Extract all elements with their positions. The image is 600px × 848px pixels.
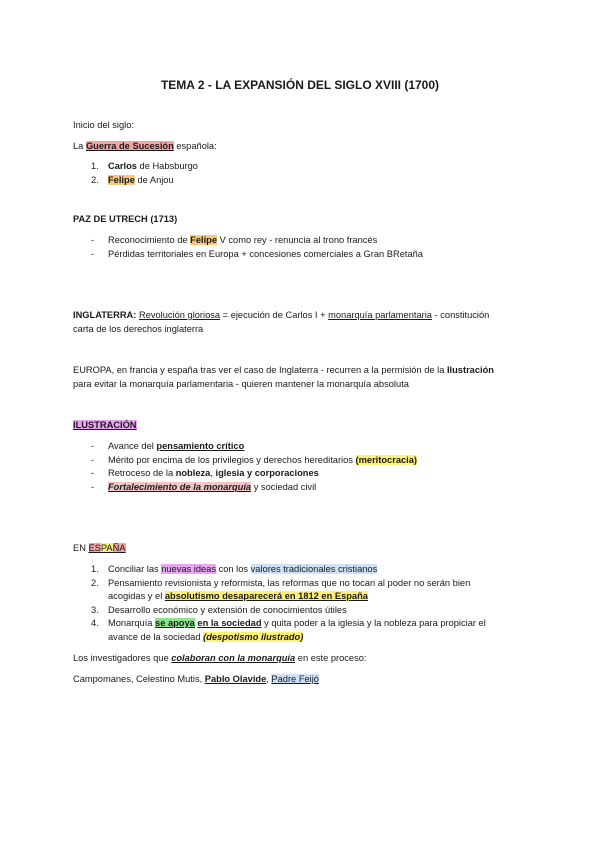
espana-item-2-line-2 [108,590,368,602]
espana-item-3 [91,604,347,616]
bullet-dash: - [91,235,95,245]
europa-line-1 [73,364,494,376]
item-text: Mérito por encima de los privilegios y derechos hereditarios [108,455,356,465]
despotismo-ilustrado: (despotismo ilustrado) [203,632,304,642]
ilustracion-title: ILUSTRACIÓN [73,420,137,430]
espana-heading [73,542,126,554]
paz-heading [73,213,177,225]
guerra-item-1 [91,160,198,172]
guerra-item-2 [91,174,174,186]
item-text: avance de la sociedad [108,632,204,642]
espana-pa: PA [100,543,113,553]
item-text: Pensamiento revisionista y reformista, las reformas que no tocan al poder no serán bien [108,578,471,588]
guerra-post: española: [173,141,217,151]
bullet-dash: - [91,249,95,259]
guerra-pre: La [73,141,86,151]
se-apoya: se apoya [155,618,195,628]
en-la-sociedad: en la sociedad [197,618,262,628]
item-text: acogidas y el [108,591,165,601]
separator: , [266,674,272,684]
candidate-house: de Habsburgo [136,161,198,171]
candidate-name: Felipe [108,175,135,185]
inglaterra-label: INGLATERRA: [73,310,137,320]
list-number: 1. [91,564,99,574]
espana-na: ÑA [112,543,126,553]
item-text: con los [216,564,251,574]
list-number: 4. [91,618,99,628]
paz-title: PAZ DE UTRECH [73,214,148,224]
espana-item-1 [91,563,378,575]
revolucion-gloriosa: Revolución gloriosa [138,310,221,320]
item-text: y sociedad civil [251,482,317,492]
item-text: Conciliar las [108,564,162,574]
inglaterra-post: - constitución [431,310,490,320]
investigadores-line [73,652,367,664]
names-plain: Campomanes, Celestino Mutis, [73,674,205,684]
candidate-name: Carlos [108,161,137,171]
item-text: en este proceso: [295,653,367,663]
felipe-highlight: Felipe [190,235,218,245]
inicio-text: Inicio del siglo: [73,120,134,130]
item-text: Retroceso de la [108,468,176,478]
espana-item-4-line-2 [108,631,303,643]
paz-item-text-2: V como rey - renuncia al trono francés [217,235,378,245]
meritocracia: (meritocracia) [355,455,418,465]
item-text: Los investigadores que [73,653,172,663]
colaboran-monarquia: colaboran con la monarquía [171,653,296,663]
ilustracion-item-1 [91,440,245,452]
pensamiento-critico: pensamiento crítico [156,441,245,451]
item-text: Avance del [108,441,157,451]
inglaterra-line-1 [73,309,489,321]
ilustracion-heading [73,419,137,431]
paz-item-text: Reconocimiento de [108,235,191,245]
fortalecimiento-monarquia: Fortalecimiento de la monarquía [108,482,252,492]
paz-year: (1713) [150,214,178,224]
bullet-dash: - [91,455,95,465]
paz-item-text: Pérdidas territoriales en Europa + concesiones comerciales a Gran BRetaña [108,249,423,259]
list-number: 2. [91,175,99,185]
paz-item-2 [91,248,423,260]
inglaterra-line-2: carta de los derechos inglaterra [73,324,204,334]
page-title: TEMA 2 - LA EXPANSIÓN DEL SIGLO XVIII (1700) [160,78,440,92]
item-text: Desarrollo económico y extensión de conocimientos útiles [108,605,347,615]
nuevas-ideas: nuevas ideas [161,564,217,574]
pablo-olavide: Pablo Olavide [204,674,267,684]
bullet-dash: - [91,482,95,492]
espana-item-2 [91,577,471,589]
nobleza: nobleza [175,468,211,478]
ilustracion-word: Ilustración [446,365,494,375]
item-text: Monarquía [108,618,156,628]
candidate-house: de Anjou [134,175,174,185]
names-line [73,673,319,685]
europa-line-2: para evitar la monarquía parlamentaria - quieren mantener la monarquía absoluta [73,379,409,389]
item-text: y quita poder a la iglesia y la nobleza para propiciar el [261,618,486,628]
valores-tradicionales: valores tradicionales cristianos [250,564,378,574]
espana-es: ES [88,543,101,553]
list-number: 1. [91,161,99,171]
list-number: 2. [91,578,99,588]
ilustracion-item-2 [91,454,418,466]
ilustracion-item-4 [91,481,317,493]
list-number: 3. [91,605,99,615]
monarquia-parlamentaria: monarquía parlamentaria [328,310,432,320]
separator: , [210,468,216,478]
inglaterra-mid: = ejecución de Carlos I + [220,310,329,320]
ilustracion-item-3 [91,467,319,479]
absolutismo-1812: absolutismo desaparecerá en 1812 en España [164,591,368,601]
padre-feijo: Padre Feijó [271,674,319,684]
espana-item-4 [91,617,486,629]
guerra-line [73,140,217,152]
bullet-dash: - [91,441,95,451]
bullet-dash: - [91,468,95,478]
guerra-highlight: Guerra de Sucesión [85,141,174,151]
iglesia-corporaciones: iglesia y corporaciones [215,468,319,478]
paz-item-1 [91,234,378,246]
espana-pre: EN [73,543,89,553]
europa-text: EUROPA, en francia y españa tras ver el caso de Inglaterra - recurren a la permisión de la [73,365,447,375]
